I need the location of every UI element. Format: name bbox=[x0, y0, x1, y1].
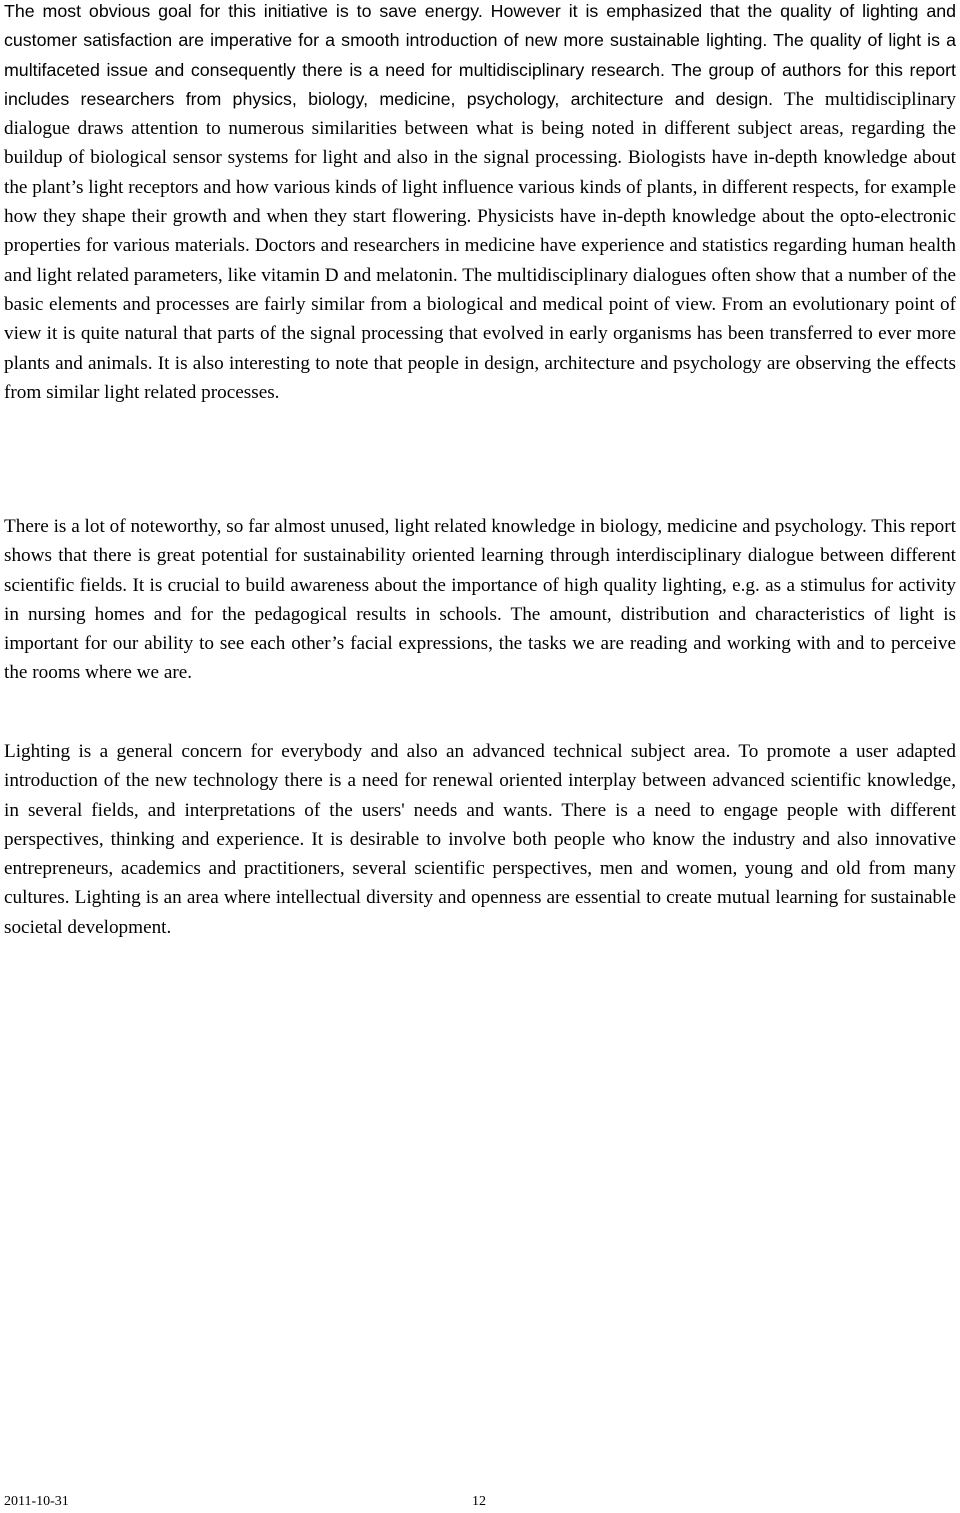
footer-page-number: 12 bbox=[472, 1494, 486, 1509]
text-run: Lighting is a general concern for everybody and also an advanced technical subject area. To promote a user adapted introduction of the new technology there is a need for renewal oriented interplay between advanced scientific knowledge, in several fields, and interpretations of the users' needs and wants. There is a need to engage people with different perspectives, thinking and experience. It is desirable to involve both people who know the industry and also innovative entrepreneurs, academics and practitioners, several scientific perspectives, men and women, young and old from many cultures. Lighting is an area where intellectual diversity and openness are essential to create mutual learning for sustainable societal development. bbox=[4, 741, 956, 938]
paragraph-3 bbox=[4, 737, 956, 942]
text-run: The most obvious goal for this initiative is to save energy. However it is emphasized that the quality of lighting and customer satisfaction are imperative for a smooth introduction of new more sustainable lighting. The quality of light is a multifaceted issue and consequently there is a need for multidisciplinary research. The group of authors for this report includes researchers from physics, biology, medicine, psychology, architecture and design. bbox=[4, 1, 956, 109]
paragraph-2 bbox=[4, 512, 956, 688]
text-run: Biologists have in-depth knowledge about the plant’s light receptors and how various kinds of light influence various kinds of plants, in different respects, for example how they shape their growth and when they start flowering. Physicists have in-depth knowledge about the opto-electronic properties for various materials. Doctors and researchers in medicine have experience and statistics regarding human health and light related parameters, like vitamin D and melatonin. The multidisciplinary dialogues often show that a number of the basic elements and processes are fairly similar from a biological and medical point of view. From an evolutionary point of view it is quite natural that parts of the signal processing that evolved in early organisms has been transferred to ever more plants and animals. It is also interesting to note that people in design, architecture and psychology are observing the effects from similar light related processes. bbox=[4, 147, 956, 403]
text-run: There is a lot of noteworthy, so far almost unused, light related knowledge in biology, medicine and psychology. This report shows that there is great potential for sustainability oriented learning through interdisciplinary dialogue between different scientific fields. It is crucial to build awareness about the importance of high quality lighting, e.g. as a stimulus for activity in nursing homes and for the pedagogical results in schools. The amount, distribution and characteristics of light is important for our ability to see each other’s facial expressions, the tasks we are reading and working with and to perceive the rooms where we are. bbox=[4, 516, 956, 684]
text-run: The multidisciplinary dialogue draws attention to numerous similarities between what is being noted in different subject areas, regarding the buildup of biological sensor systems for light and also in the signal processing. bbox=[4, 88, 956, 169]
paragraph-1 bbox=[4, 0, 956, 407]
footer-date: 2011-10-31 bbox=[4, 1494, 69, 1509]
